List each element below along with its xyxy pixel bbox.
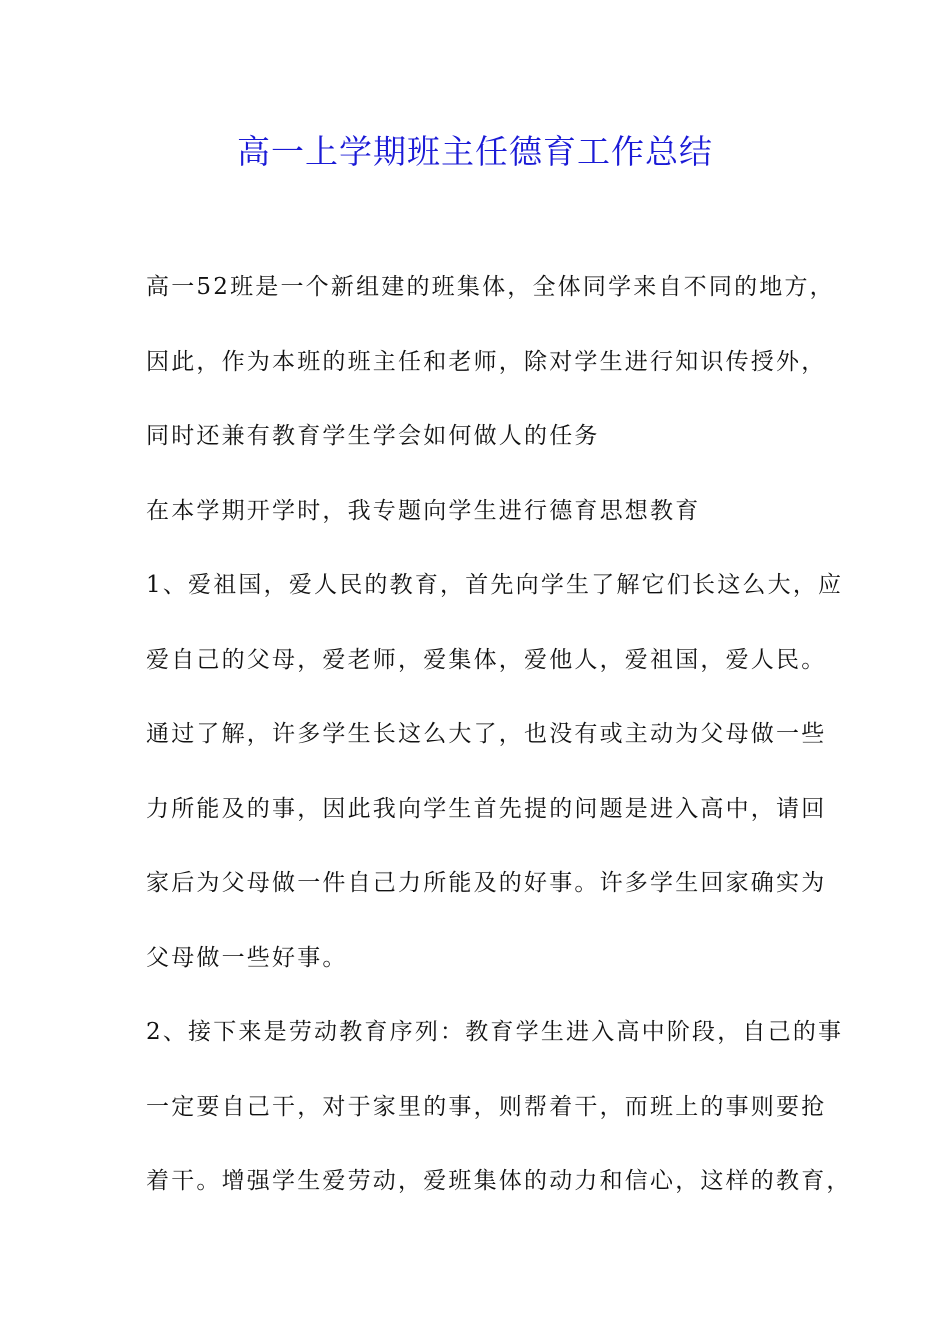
body-line: 2、接下来是劳动教育序列：教育学生进入高中阶段，自己的事 — [146, 1019, 844, 1045]
body-line: 在本学期开学时，我专题向学生进行德育思想教育 — [146, 497, 701, 524]
document-title: 高一上学期班主任德育工作总结 — [237, 132, 713, 171]
body-line: 因此，作为本班的班主任和老师，除对学生进行知识传授外， — [146, 348, 827, 375]
body-line: 高一52班是一个新组建的班集体，全体同学来自不同的地方， — [146, 274, 835, 300]
body-line: 着干。增强学生爱劳动，爱班集体的动力和信心，这样的教育， — [146, 1168, 852, 1194]
body-line: 一定要自己干，对于家里的事，则帮着干，而班上的事则要抢 — [146, 1093, 827, 1120]
body-line: 1、爱祖国，爱人民的教育，首先向学生了解它们长这么大，应 — [146, 572, 844, 598]
document-body — [146, 263, 852, 1232]
body-line: 家后为父母做一件自己力所能及的好事。许多学生回家确实为 — [146, 870, 827, 896]
body-line: 力所能及的事，因此我向学生首先提的问题是进入高中，请回 — [146, 795, 827, 822]
body-line: 父母做一些好事。 — [146, 944, 348, 971]
body-line: 爱自己的父母，爱老师，爱集体，爱他人，爱祖国，爱人民。 — [146, 646, 827, 673]
body-line: 同时还兼有教育学生学会如何做人的任务 — [146, 423, 600, 449]
body-line: 通过了解，许多学生长这么大了，也没有或主动为父母做一些 — [146, 721, 827, 747]
